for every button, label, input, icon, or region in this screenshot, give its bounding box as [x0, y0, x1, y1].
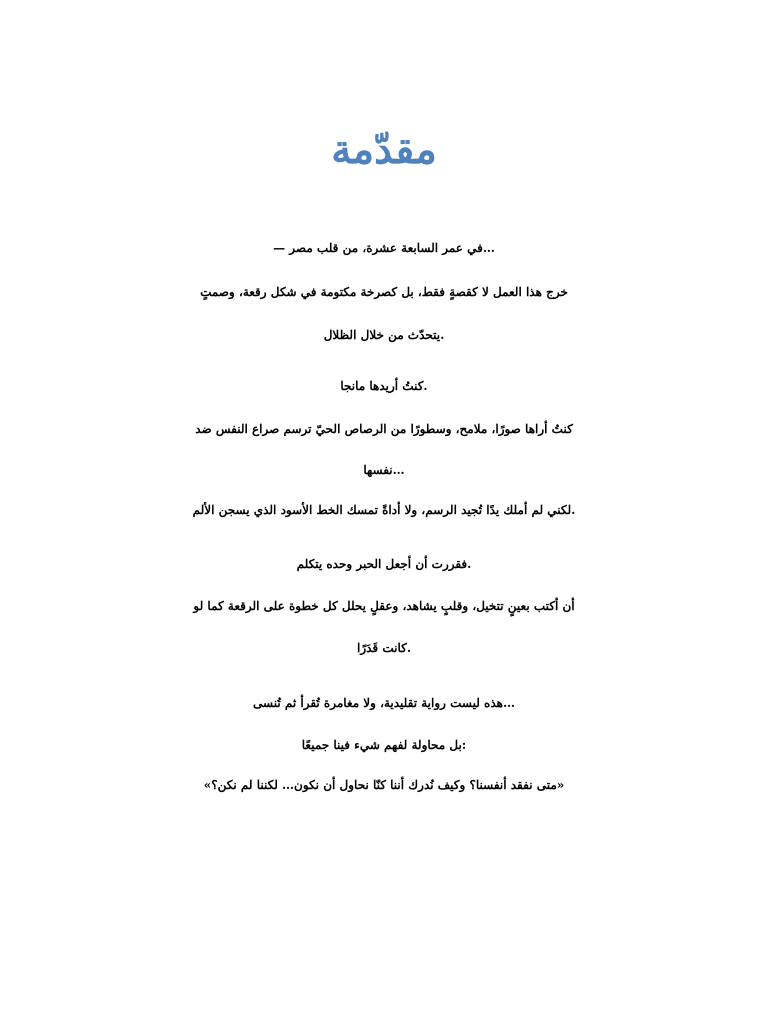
- text-line: «متى نفقد أنفسنا؟ وكيف نُدرك أننا كنّا نحاول أن نكون… لكننا لم نكن؟»: [203, 778, 565, 792]
- text-line: :بل محاولة لفهم شيء فينا جميعًا: [301, 738, 467, 752]
- text-line: .كانت قَدَرًا: [356, 641, 411, 655]
- text-line: خرج هذا العمل لا كقصةٍ فقط، بل كصرخة مكتومة في شكل رقعة، وصمتٍ: [200, 285, 568, 299]
- text-line: .يتحدّث من خلال الظلال: [323, 328, 445, 342]
- text-line: كنتُ أراها صورًا، ملامح، وسطورًا من الرصاص الحيّ ترسم صراع النفس ضد: [195, 422, 573, 436]
- text-line: .كنتُ أريدها مانجا: [340, 379, 428, 393]
- text-line: .فقررت أن أجعل الحبر وحده يتكلم: [296, 557, 472, 571]
- text-line: …في عمر السابعة عشرة، من قلب مصر —: [273, 241, 495, 255]
- text-line: …نفسها: [363, 463, 405, 477]
- page-title: مقدّمة: [331, 126, 437, 173]
- text-line: .لكني لم أملك يدًا تُجيد الرسم، ولا أداةً تمسك الخط الأسود الذي يسجن الألم: [192, 503, 576, 517]
- text-line: أن أكتب بعينٍ تتخيل، وقلبٍ يشاهد، وعقلٍ يحلل كل خطوة على الرقعة كما لو: [193, 599, 575, 613]
- text-line: …هذه ليست رواية تقليدية، ولا مغامرة تُقرأ ثم تُنسى: [253, 696, 515, 710]
